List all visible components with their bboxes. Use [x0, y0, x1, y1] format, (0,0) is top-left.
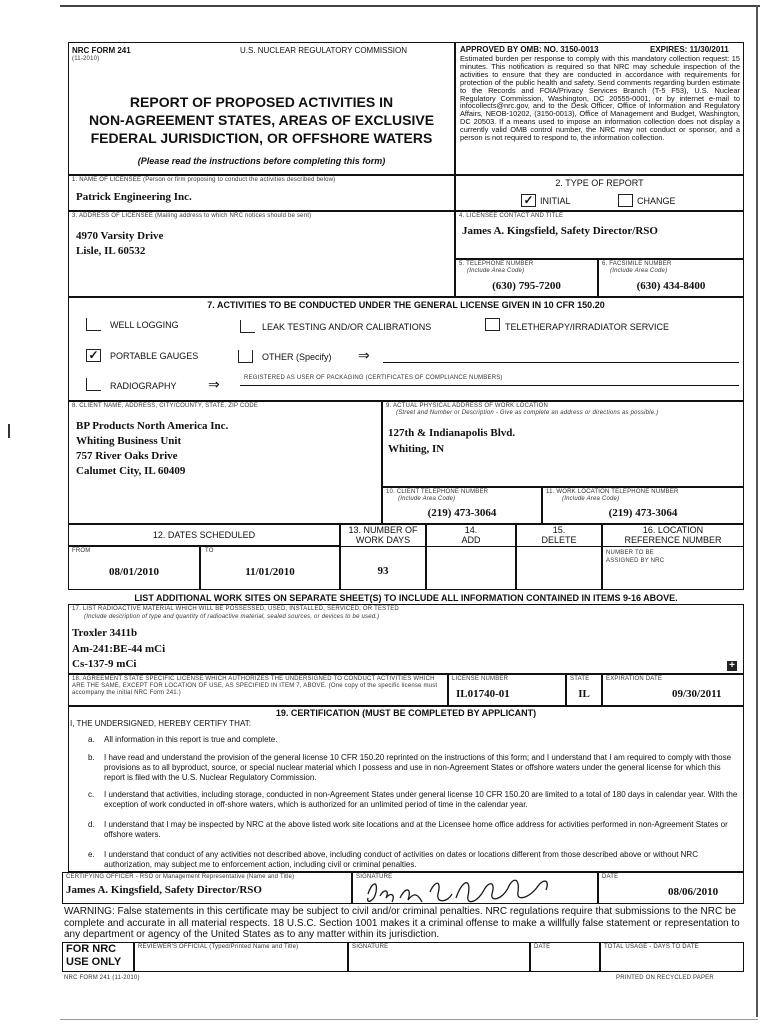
- licensee-address-label: 3. ADDRESS OF LICENSEE (Mailing address to which NRC notices should be sent): [72, 213, 312, 219]
- expiration-date[interactable]: 09/30/2011: [672, 688, 722, 700]
- licensee-contact-label: 4. LICENSEE CONTACT AND TITLE: [459, 213, 564, 219]
- licensee-address-line-2[interactable]: Lisle, IL 60532: [76, 245, 146, 257]
- teletherapy-checkbox[interactable]: [485, 318, 500, 331]
- leak-testing-checkbox[interactable]: [240, 320, 255, 333]
- certifying-officer[interactable]: James A. Kingsfield, Safety Director/RSO: [66, 884, 262, 896]
- reference-label-2: REFERENCE NUMBER: [624, 535, 722, 545]
- licensee-name[interactable]: Patrick Engineering Inc.: [76, 191, 192, 203]
- nrc-use-label-1: FOR NRC: [66, 943, 117, 955]
- leak-testing-label: LEAK TESTING AND/OR CALIBRATIONS: [262, 322, 432, 332]
- total-usage-label: TOTAL USAGE - DAYS TO DATE: [604, 944, 699, 950]
- client-line-3[interactable]: 757 River Oaks Drive: [76, 450, 178, 462]
- location-phone-hint: (Include Area Code): [562, 496, 620, 502]
- client-line-1[interactable]: BP Products North America Inc.: [76, 420, 229, 432]
- fax-label: 6. FACSIMILE NUMBER: [602, 261, 672, 267]
- footer-printed: PRINTED ON RECYCLED PAPER: [616, 975, 714, 981]
- license-number-label: LICENSE NUMBER: [452, 676, 509, 682]
- title-line-1: REPORT OF PROPOSED ACTIVITIES IN: [129, 94, 394, 110]
- client-phone[interactable]: (219) 473-3064: [427, 507, 497, 519]
- delete-label-2: DELETE: [541, 535, 577, 545]
- client-phone-hint: (Include Area Code): [398, 496, 456, 502]
- officer-label: CERTIFYING OFFICER - RSO or Management Representative (Name and Title): [66, 874, 295, 880]
- cert-item-a-text: All information in this report is true and complete.: [104, 735, 278, 744]
- telephone-number[interactable]: (630) 795-7200: [492, 280, 561, 292]
- omb-expires: EXPIRES: 11/30/2011: [650, 45, 729, 54]
- licensee-contact[interactable]: James A. Kingsfield, Safety Director/RSO: [462, 225, 658, 237]
- nrc-signature-label: SIGNATURE: [352, 944, 389, 950]
- work-location-hint: (Street and Number or Description - Give as complete an address or directions as possible.): [396, 410, 659, 416]
- other-checkbox[interactable]: [238, 350, 253, 363]
- material-line-1[interactable]: Troxler 3411b: [72, 627, 138, 639]
- well-logging-checkbox[interactable]: [86, 318, 101, 331]
- form-date: (11-2010): [72, 56, 100, 62]
- initial-label: INITIAL: [540, 196, 571, 206]
- work-days-divider: [340, 546, 426, 547]
- state-label: STATE: [570, 676, 590, 682]
- cert-item-b-text: I have read and understand the provision of the general license 10 CFR 150.20 reprinted on the instructions of this form; and I understand that I am required to comply with those provisions as to all byproduct, source, or special nuclear material which I possess and use in non-Agreement States or offshore waters under the general license for which this report is filed with the U.S. Nuclear Regulatory Commission.: [104, 753, 732, 782]
- work-location-label: 9. ACTUAL PHYSICAL ADDRESS OF WORK LOCATION: [386, 403, 549, 409]
- other-specify-line: [383, 362, 739, 363]
- location-phone[interactable]: (219) 473-3064: [608, 507, 678, 519]
- scan-right-edge: [756, 5, 758, 1017]
- warning-text: WARNING: False statements in this certificate may be subject to civil and/or criminal penalties. NRC regulations require that submissions to the NRC be complete and accurate in all material respects. 18 U.S.C. Section 1001 makes it a criminal offense to make a willfully false statement or representation to any department or agency of the United States as to any matter within its jurisdiction.: [64, 906, 740, 940]
- certification-date[interactable]: 08/06/2010: [668, 886, 719, 898]
- cert-item-c-letter: c.: [88, 790, 95, 799]
- fax-number[interactable]: (630) 434-8400: [636, 280, 706, 292]
- work-location-line-2[interactable]: Whiting, IN: [388, 443, 445, 455]
- cert-item-d-text: I understand that I may be inspected by NRC at the above listed work site locations and at the Licensee home office address for activities performed in non-Agreement States or offshore waters.: [104, 820, 728, 839]
- reference-note-1: NUMBER TO BE: [606, 550, 654, 556]
- report-type-label: 2. TYPE OF REPORT: [555, 178, 644, 188]
- state-value[interactable]: IL: [578, 688, 590, 700]
- materials-label: 17. LIST RADIOACTIVE MATERIAL WHICH WILL BE POSSESSED, USED, INSTALLED, SERVICED, OR TESTED: [72, 606, 399, 612]
- form-title: [70, 93, 453, 147]
- other-arrow-icon: ⇒: [358, 347, 370, 363]
- client-phone-label: 10. CLIENT TELEPHONE NUMBER: [386, 489, 489, 495]
- cert-item-d-letter: d.: [88, 820, 95, 829]
- scan-bottom-edge: [60, 1019, 758, 1020]
- expiration-label: EXPIRATION DATE: [606, 676, 663, 682]
- delete-divider: [516, 546, 602, 547]
- scan-margin-mark: [8, 424, 10, 438]
- cert-item-b-letter: b.: [88, 753, 95, 762]
- title-line-2: NON-AGREEMENT STATES, AREAS OF EXCLUSIVE: [88, 112, 435, 128]
- to-date[interactable]: 11/01/2010: [245, 566, 295, 578]
- scan-top-edge: [60, 5, 760, 7]
- client-line-2[interactable]: Whiting Business Unit: [76, 435, 182, 447]
- nrc-use-label: [66, 943, 121, 969]
- licensee-name-label: 1. NAME OF LICENSEE (Person or firm proposing to conduct the activities described below): [72, 177, 336, 183]
- certification-heading: 19. CERTIFICATION (MUST BE COMPLETED BY APPLICANT): [275, 708, 537, 718]
- telephone-hint: (Include Area Code): [467, 268, 525, 274]
- work-days[interactable]: 93: [377, 565, 389, 577]
- change-checkbox[interactable]: [618, 194, 633, 207]
- delete-label-1: 15.: [552, 525, 566, 535]
- radiography-label: RADIOGRAPHY: [110, 381, 177, 391]
- from-label: FROM: [72, 548, 91, 554]
- additional-sites-notice: LIST ADDITIONAL WORK SITES ON SEPARATE SHEET(S) TO INCLUDE ALL INFORMATION CONTAINED IN ITEMS 9-16 ABOVE.: [134, 593, 678, 603]
- cert-item-a-letter: a.: [88, 735, 95, 744]
- add-divider: [426, 546, 516, 547]
- reference-note-2: ASSIGNED BY NRC: [606, 558, 665, 564]
- license-number[interactable]: IL01740-01: [456, 688, 510, 700]
- certification-intro: I, THE UNDERSIGNED, HEREBY CERTIFY THAT:: [70, 719, 251, 728]
- form-instruction: (Please read the instructions before completing this form): [137, 156, 386, 166]
- work-days-label-2: WORK DAYS: [355, 535, 411, 545]
- radiography-arrow-icon: ⇒: [208, 376, 220, 392]
- agreement-label: 18. AGREEMENT STATE SPECIFIC LICENSE WHICH AUTHORIZES THE UNDERSIGNED TO CONDUCT ACTIVITIES WHICH ARE THE SAME, EXCEPT FOR LOCATION OF USE, AS SPECIFIED IN ITEM 7, ABOVE. (One copy of the specific license must accompany the initial NRC Form 241.): [72, 676, 438, 696]
- footer-form-ref: NRC FORM 241 (11-2010): [64, 975, 140, 981]
- dates-label: 12. DATES SCHEDULED: [152, 530, 256, 540]
- radiography-checkbox[interactable]: [86, 378, 101, 391]
- reference-divider: [602, 546, 744, 547]
- licensee-address-line-1[interactable]: 4970 Varsity Drive: [76, 230, 164, 242]
- portable-gauges-checkbox[interactable]: ✓: [86, 349, 101, 362]
- to-label: TO: [205, 548, 214, 554]
- cert-item-c-text: I understand that activities, including storage, conducted in non-Agreement States under general license 10 CFR 150.20 are limited to a total of 180 days in calendar year. With the exception of work conducted in off-shore waters, which is authorized for an unlimited period of time in the calendar year.: [104, 790, 738, 809]
- date-label: DATE: [602, 874, 619, 880]
- change-label: CHANGE: [637, 196, 676, 206]
- teletherapy-label: TELETHERAPY/IRRADIATOR SERVICE: [505, 322, 670, 332]
- other-label: OTHER (Specify): [262, 352, 332, 362]
- material-line-2[interactable]: Am-241:BE-44 mCi: [72, 643, 166, 655]
- continue-plus-icon[interactable]: +: [727, 661, 737, 671]
- omb-approval: APPROVED BY OMB: NO. 3150-0013: [460, 45, 599, 54]
- add-label-1: 14.: [464, 525, 478, 535]
- nrc-date-label: DATE: [534, 944, 551, 950]
- activities-heading: 7. ACTIVITIES TO BE CONDUCTED UNDER THE GENERAL LICENSE GIVEN IN 10 CFR 150.20: [207, 300, 605, 310]
- reference-label-1: 16. LOCATION: [642, 525, 704, 535]
- work-days-label-1: 13. NUMBER OF: [348, 525, 418, 535]
- agency-name: U.S. NUCLEAR REGULATORY COMMISSION: [240, 46, 407, 55]
- fax-hint: (Include Area Code): [610, 268, 668, 274]
- form-id: NRC FORM 241: [72, 46, 131, 55]
- reviewer-label: REVIEWER'S OFFICIAL (Typed/Printed Name and Title): [138, 944, 299, 950]
- cert-item-e-text: I understand that conduct of any activities not described above, including conduct of activities on dates or locations different from those described above or without NRC authorization, may subject me to enforcement action, including civil or criminal penalties.: [104, 850, 698, 869]
- material-line-3[interactable]: Cs-137-9 mCi: [72, 658, 137, 670]
- add-label-2: ADD: [461, 535, 481, 545]
- registered-label: REGISTERED AS USER OF PACKAGING (CERTIFICATES OF COMPLIANCE NUMBERS): [244, 375, 503, 381]
- nrc-use-label-2: USE ONLY: [66, 956, 122, 968]
- telephone-label: 5. TELEPHONE NUMBER: [459, 261, 534, 267]
- title-line-3: FEDERAL JURISDICTION, OR OFFSHORE WATERS: [90, 130, 433, 146]
- cert-item-e-letter: e.: [88, 850, 95, 859]
- certification-box: [68, 706, 744, 872]
- location-phone-label: 11. WORK LOCATION TELEPHONE NUMBER: [546, 489, 679, 495]
- registered-line: [240, 385, 739, 386]
- initial-checkbox[interactable]: ✓: [521, 194, 536, 207]
- signature-label: SIGNATURE: [356, 874, 393, 880]
- well-logging-label: WELL LOGGING: [110, 320, 179, 330]
- portable-gauges-label: PORTABLE GAUGES: [110, 351, 199, 361]
- omb-burden-statement: Estimated burden per response to comply with this mandatory collection request: 15 minutes. This notification is required so that NRC may schedule inspection of the activities to ensure that they are conducted in accordance with requirements for protection of the public health and safety. Send comments regarding burden estimate to the Records and FOIA/Privacy Services Branch (T-5 F53), U.S. Nuclear Regulatory Commission, Washington, DC 20555-0001, or by internet e-mail to infocollects@nrc.gov, and to the Desk Officer, Office of Information and Regulatory Affairs, NEOB-10202, (3150-0013), Office of Management and Budget, Washington, DC 20503. If a means used to impose an information collection does not display a currently valid OMB control number, the NRC may not conduct or sponsor, and a person is not required to respond to, the information collection.: [460, 55, 740, 143]
- work-location-line-1[interactable]: 127th & Indianapolis Blvd.: [388, 427, 516, 439]
- client-label: 8. CLIENT NAME, ADDRESS, CITY/COUNTY, STATE, ZIP CODE: [72, 403, 259, 409]
- materials-hint: (Include description of type and quantity of radioactive material, sealed sources, or devices to be used.): [84, 614, 380, 620]
- from-date[interactable]: 08/01/2010: [108, 566, 160, 578]
- client-line-4[interactable]: Calumet City, IL 60409: [76, 465, 186, 477]
